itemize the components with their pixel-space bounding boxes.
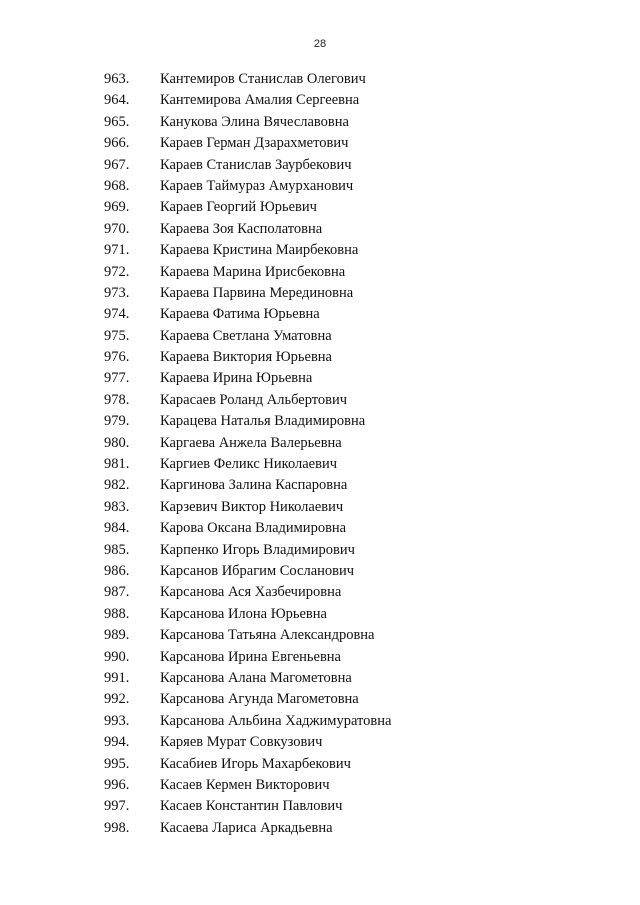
entry-number: 990. [104, 648, 130, 665]
entry-name: Карова Оксана Владимировна [160, 520, 347, 537]
entry-name: Карацева Наталья Владимировна [160, 413, 366, 430]
list-item [0, 604, 640, 625]
entry-name: Караева Кристина Маирбековна [160, 242, 359, 259]
entry-name: Карсанова Альбина Хаджимуратовна [160, 712, 392, 729]
list-item [0, 411, 640, 432]
entry-number: 991. [104, 669, 130, 686]
list-item [0, 796, 640, 817]
list-item [0, 90, 640, 111]
entry-name: Карпенко Игорь Владимирович [160, 541, 355, 558]
entry-number: 967. [104, 156, 130, 173]
entry-number: 972. [104, 263, 130, 280]
entry-name: Касаев Константин Павлович [160, 798, 343, 815]
list-item [0, 582, 640, 603]
page-number: 28 [313, 38, 327, 50]
list-item [0, 689, 640, 710]
entry-name: Касабиев Игорь Махарбекович [160, 755, 351, 772]
entry-name: Канукова Элина Вячеславовна [160, 113, 349, 130]
list-item [0, 475, 640, 496]
entry-number: 982. [104, 477, 130, 494]
list-item [0, 454, 640, 475]
entry-number: 969. [104, 199, 130, 216]
list-item [0, 711, 640, 732]
entry-name: Кантемиров Станислав Олегович [160, 71, 366, 87]
list-item [0, 368, 640, 389]
name-list [0, 69, 640, 839]
entry-number: 976. [104, 349, 130, 366]
entry-name: Карсанова Алана Магометовна [160, 669, 352, 686]
list-item [0, 390, 640, 411]
list-item [0, 155, 640, 176]
list-item [0, 732, 640, 753]
entry-number: 973. [104, 284, 130, 301]
entry-number: 977. [104, 370, 130, 387]
entry-number: 989. [104, 627, 130, 644]
list-item [0, 540, 640, 561]
list-item [0, 69, 640, 90]
list-item [0, 347, 640, 368]
entry-name: Карсанова Ирина Евгеньевна [160, 648, 341, 665]
list-item [0, 497, 640, 518]
list-item [0, 304, 640, 325]
entry-number: 963. [104, 71, 130, 87]
entry-name: Караева Парвина Мерединовна [160, 284, 354, 301]
entry-number: 964. [104, 92, 130, 109]
list-item [0, 197, 640, 218]
entry-number: 979. [104, 413, 130, 430]
entry-name: Караева Светлана Уматовна [160, 327, 332, 344]
entry-number: 974. [104, 306, 130, 323]
entry-number: 978. [104, 391, 130, 408]
list-item [0, 283, 640, 304]
list-item [0, 518, 640, 539]
list-item [0, 754, 640, 775]
entry-name: Каряев Мурат Совкузович [160, 734, 323, 751]
entry-number: 980. [104, 434, 130, 451]
entry-number: 971. [104, 242, 130, 259]
entry-name: Каргаева Анжела Валерьевна [160, 434, 342, 451]
list-item [0, 818, 640, 839]
list-item [0, 647, 640, 668]
entry-name: Караев Станислав Заурбекович [160, 156, 352, 173]
list-item [0, 133, 640, 154]
list-item [0, 112, 640, 133]
entry-number: 965. [104, 113, 130, 130]
entry-number: 996. [104, 776, 130, 793]
list-item [0, 262, 640, 283]
entry-name: Карасаев Роланд Альбертович [160, 391, 348, 408]
list-item [0, 219, 640, 240]
entry-number: 994. [104, 734, 130, 751]
list-item [0, 561, 640, 582]
entry-name: Караева Виктория Юрьевна [160, 349, 332, 366]
list-item [0, 240, 640, 261]
entry-number: 970. [104, 220, 130, 237]
list-item [0, 625, 640, 646]
entry-number: 981. [104, 456, 130, 473]
entry-name: Кантемирова Амалия Сергеевна [160, 92, 360, 109]
list-item [0, 176, 640, 197]
entry-name: Караев Герман Дзарахметович [160, 135, 349, 152]
entry-name: Касаева Лариса Аркадьевна [160, 819, 333, 836]
entry-name: Караева Марина Ирисбековна [160, 263, 346, 280]
entry-name: Каргиев Феликс Николаевич [160, 456, 338, 473]
entry-number: 992. [104, 691, 130, 708]
entry-number: 988. [104, 605, 130, 622]
entry-number: 968. [104, 177, 130, 194]
entry-name: Караев Таймураз Амурханович [160, 177, 354, 194]
entry-name: Карзевич Виктор Николаевич [160, 498, 344, 515]
entry-name: Каргинова Залина Каспаровна [160, 477, 348, 494]
entry-number: 986. [104, 562, 130, 579]
entry-number: 966. [104, 135, 130, 152]
entry-number: 997. [104, 798, 130, 815]
entry-name: Караева Фатима Юрьевна [160, 306, 320, 323]
entry-number: 993. [104, 712, 130, 729]
entry-name: Карсанова Илона Юрьевна [160, 605, 327, 622]
entry-name: Караев Георгий Юрьевич [160, 199, 317, 216]
entry-name: Караева Ирина Юрьевна [160, 370, 313, 387]
entry-name: Карсанова Агунда Магометовна [160, 691, 359, 708]
list-item [0, 433, 640, 454]
entry-number: 983. [104, 498, 130, 515]
entry-number: 975. [104, 327, 130, 344]
entry-number: 987. [104, 584, 130, 601]
entry-number: 995. [104, 755, 130, 772]
list-item [0, 775, 640, 796]
entry-number: 998. [104, 819, 130, 836]
entry-number: 985. [104, 541, 130, 558]
entry-name: Карсанова Ася Хазбечировна [160, 584, 342, 601]
entry-name: Карсанова Татьяна Александровна [160, 627, 375, 644]
entry-name: Касаев Кермен Викторович [160, 776, 330, 793]
list-item [0, 326, 640, 347]
entry-number: 984. [104, 520, 130, 537]
entry-name: Караева Зоя Касполатовна [160, 220, 323, 237]
entry-name: Карсанов Ибрагим Сосланович [160, 562, 355, 579]
list-item [0, 668, 640, 689]
